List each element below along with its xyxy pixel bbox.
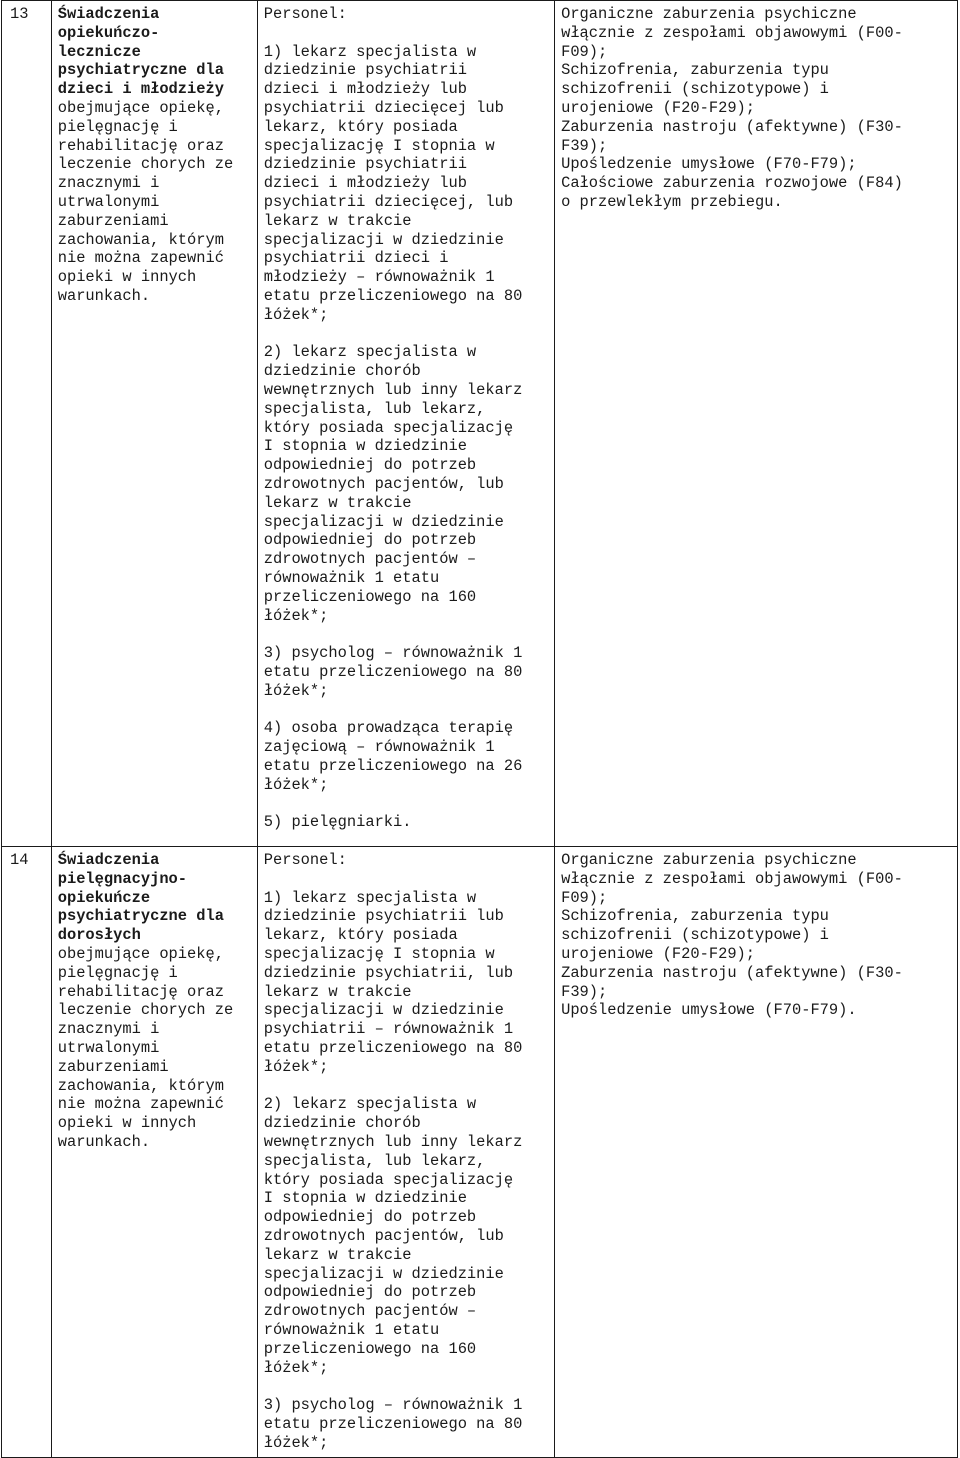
staff-item-3-line: etatu przeliczeniowego na 80 — [263, 662, 523, 681]
staff-item-2-line: lekarz w trakcie — [263, 493, 412, 512]
staff-item-3-line: łóżek*; — [263, 681, 329, 700]
diagnosis-cell — [555, 847, 958, 1458]
spacer — [264, 700, 548, 719]
service-cell — [51, 1, 257, 847]
staff-item-4-line: 4) osoba prowadząca terapię — [263, 719, 514, 738]
diagnosis-line: Schizofrenia, zaburzenia typu — [561, 61, 829, 80]
service-desc-line: warunkach. — [57, 1132, 151, 1151]
staff-item-1-line: specjalizacji w dziedzinie — [263, 230, 504, 249]
staff-header: Personel: — [263, 851, 347, 869]
diagnosis-line: urojeniowe (F20-F29); — [561, 98, 756, 117]
spacer — [264, 625, 548, 644]
spacer — [264, 1077, 548, 1096]
spacer — [264, 1377, 548, 1396]
service-desc-line: leczenie chorych ze — [57, 155, 234, 174]
staff-item-1-line: etatu przeliczeniowego na 80 — [263, 286, 523, 305]
staff-item-2-line: lekarz w trakcie — [263, 1245, 412, 1264]
diagnosis-line: schizofrenii (schizotypowe) i — [561, 80, 829, 99]
staff-item-2-line: dziedzinie chorób — [263, 362, 421, 381]
diagnosis-line: Upośledzenie umysłowe (F70-F79). — [561, 1001, 857, 1020]
row-number: 13 — [10, 5, 29, 23]
services-table — [1, 0, 958, 1458]
diagnosis-line: włącznie z zespołami objawowymi (F00- — [561, 869, 903, 888]
service-desc-line: utrwalonymi — [57, 1038, 160, 1057]
service-title-line: pielęgnacyjno- — [57, 869, 188, 888]
staff-cell — [257, 1, 554, 847]
service-desc-line: rehabilitację oraz — [57, 136, 224, 155]
service-desc-line: opieki w innych — [57, 1114, 197, 1133]
diagnosis-line: F39); — [561, 136, 608, 155]
staff-item-2-line: 2) lekarz specjalista w — [263, 1095, 477, 1114]
staff-item-2-line: wewnętrznych lub inny lekarz — [263, 380, 523, 399]
service-desc-line: znacznymi i — [57, 1020, 160, 1039]
staff-item-2-line: 2) lekarz specjalista w — [263, 343, 477, 362]
service-title-line: lecznicze — [57, 42, 141, 61]
service-title-line: opiekuńcze — [57, 888, 151, 907]
service-desc-line: obejmujące opiekę, — [57, 944, 224, 963]
service-desc-line: rehabilitację oraz — [57, 982, 224, 1001]
spacer — [264, 325, 548, 344]
service-desc-line: zaburzeniami — [57, 1057, 169, 1076]
service-desc-line: zachowania, którym — [57, 230, 224, 249]
staff-item-4-line: zajęciową – równoważnik 1 — [263, 738, 495, 757]
staff-item-1-line: młodzieży – równoważnik 1 — [263, 268, 495, 287]
diagnosis-line: Zaburzenia nastroju (afektywne) (F30- — [561, 117, 903, 136]
staff-item-1-line: psychiatrii – równoważnik 1 — [263, 1020, 514, 1039]
staff-item-2-line: specjalizacji w dziedzinie — [263, 512, 504, 531]
staff-item-3-line: łóżek*; — [263, 1433, 329, 1452]
staff-item-1-line: dzieci i młodzieży lub — [263, 174, 467, 193]
staff-item-1-line: dziedzinie psychiatrii lub — [263, 907, 504, 926]
service-desc-line: nie można zapewnić — [57, 249, 224, 268]
spacer — [264, 24, 548, 43]
service-desc-line: nie można zapewnić — [57, 1095, 224, 1114]
service-desc-line: warunkach. — [57, 286, 151, 305]
service-desc-line: znacznymi i — [57, 174, 160, 193]
staff-item-3-line: 3) psycholog – równoważnik 1 — [263, 644, 523, 663]
table-row-13 — [2, 1, 958, 847]
diagnosis-line: Całościowe zaburzenia rozwojowe (F84) — [561, 174, 903, 193]
table-row-14 — [2, 847, 958, 1458]
staff-item-5-line: 5) pielęgniarki. — [263, 813, 412, 832]
row-number-cell — [2, 847, 52, 1458]
diagnosis-line: Zaburzenia nastroju (afektywne) (F30- — [561, 963, 903, 982]
service-title-line: dzieci i młodzieży — [57, 80, 224, 99]
staff-item-2-line: specjalista, lub lekarz, — [263, 1151, 486, 1170]
staff-item-2-line: specjalizacji w dziedzinie — [263, 1264, 504, 1283]
staff-item-2-line: który posiada specjalizację — [263, 418, 514, 437]
diagnosis-cell — [555, 1, 958, 847]
staff-item-2-line: łóżek*; — [263, 1358, 329, 1377]
staff-item-1-line: specjalizację I stopnia w — [263, 136, 495, 155]
staff-item-2-line: odpowiedniej do potrzeb — [263, 456, 477, 475]
staff-item-1-line: specjalizacji w dziedzinie — [263, 1001, 504, 1020]
staff-item-2-line: przeliczeniowego na 160 — [263, 587, 477, 606]
diagnosis-line: F39); — [561, 982, 608, 1001]
staff-item-1-line: lekarz w trakcie — [263, 982, 412, 1001]
service-title-line: opiekuńczo- — [57, 23, 160, 42]
diagnosis-line: Upośledzenie umysłowe (F70-F79); — [561, 155, 857, 174]
staff-item-1-line: lekarz, który posiada — [263, 926, 458, 945]
diagnosis-line: Organiczne zaburzenia psychiczne — [561, 851, 857, 869]
row-number: 14 — [10, 851, 29, 869]
staff-item-1-line: dziedzinie psychiatrii — [263, 155, 467, 174]
service-desc-line: pielęgnację i — [57, 963, 178, 982]
staff-item-4-line: etatu przeliczeniowego na 26 — [263, 756, 523, 775]
service-title-line: psychiatryczne dla — [57, 61, 224, 80]
service-title-line: psychiatryczne dla — [57, 907, 224, 926]
spacer — [264, 794, 548, 813]
diagnosis-line: schizofrenii (schizotypowe) i — [561, 926, 829, 945]
staff-item-2-line: zdrowotnych pacjentów, lub — [263, 474, 504, 493]
staff-item-1-line: psychiatrii dziecięcej, lub — [263, 192, 514, 211]
service-desc-line: utrwalonymi — [57, 192, 160, 211]
staff-item-1-line: 1) lekarz specjalista w — [263, 888, 477, 907]
service-desc-line: obejmujące opiekę, — [57, 98, 224, 117]
staff-item-3-line: etatu przeliczeniowego na 80 — [263, 1414, 523, 1433]
staff-item-2-line: równoważnik 1 etatu — [263, 1320, 440, 1339]
staff-item-2-line: odpowiedniej do potrzeb — [263, 1208, 477, 1227]
staff-header: Personel: — [263, 5, 347, 23]
staff-item-1-line: psychiatrii dziecięcej lub — [263, 98, 504, 117]
diagnosis-line: urojeniowe (F20-F29); — [561, 944, 756, 963]
service-desc-line: zaburzeniami — [57, 211, 169, 230]
staff-item-2-line: I stopnia w dziedzinie — [263, 1189, 467, 1208]
service-title-line: Świadczenia — [57, 5, 160, 23]
staff-item-2-line: dziedzinie chorób — [263, 1114, 421, 1133]
service-desc-line: pielęgnację i — [57, 117, 178, 136]
staff-item-2-line: zdrowotnych pacjentów – — [263, 550, 477, 569]
staff-item-2-line: wewnętrznych lub inny lekarz — [263, 1132, 523, 1151]
staff-item-4-line: łóżek*; — [263, 775, 329, 794]
service-cell — [51, 847, 257, 1458]
staff-item-3-line: 3) psycholog – równoważnik 1 — [263, 1396, 523, 1415]
staff-item-1-line: specjalizację I stopnia w — [263, 944, 495, 963]
diagnosis-line: włącznie z zespołami objawowymi (F00- — [561, 23, 903, 42]
staff-item-1-line: łóżek*; — [263, 305, 329, 324]
staff-item-2-line: zdrowotnych pacjentów, lub — [263, 1226, 504, 1245]
staff-item-2-line: odpowiedniej do potrzeb — [263, 531, 477, 550]
service-desc-line: opieki w innych — [57, 268, 197, 287]
staff-item-1-line: etatu przeliczeniowego na 80 — [263, 1038, 523, 1057]
diagnosis-line: Schizofrenia, zaburzenia typu — [561, 907, 829, 926]
staff-item-1-line: 1) lekarz specjalista w — [263, 42, 477, 61]
diagnosis-line: o przewlekłym przebiegu. — [561, 192, 783, 211]
service-desc-line: leczenie chorych ze — [57, 1001, 234, 1020]
staff-item-2-line: równoważnik 1 etatu — [263, 568, 440, 587]
service-title-line: dorosłych — [57, 926, 141, 945]
staff-item-2-line: który posiada specjalizację — [263, 1170, 514, 1189]
service-title-line: Świadczenia — [57, 851, 160, 869]
staff-item-2-line: I stopnia w dziedzinie — [263, 437, 467, 456]
service-desc-line: zachowania, którym — [57, 1076, 224, 1095]
diagnosis-line: Organiczne zaburzenia psychiczne — [561, 5, 857, 23]
staff-item-1-line: dziedzinie psychiatrii, lub — [263, 963, 514, 982]
diagnosis-line: F09); — [561, 888, 608, 907]
staff-item-1-line: lekarz, który posiada — [263, 117, 458, 136]
spacer — [264, 870, 548, 889]
staff-item-2-line: odpowiedniej do potrzeb — [263, 1283, 477, 1302]
staff-item-2-line: zdrowotnych pacjentów – — [263, 1302, 477, 1321]
diagnosis-line: F09); — [561, 42, 608, 61]
staff-item-2-line: specjalista, lub lekarz, — [263, 399, 486, 418]
staff-item-1-line: dziedzinie psychiatrii — [263, 61, 467, 80]
staff-cell — [257, 847, 554, 1458]
staff-item-1-line: lekarz w trakcie — [263, 211, 412, 230]
row-number-cell — [2, 1, 52, 847]
staff-item-1-line: dzieci i młodzieży lub — [263, 80, 467, 99]
services-table-body — [2, 1, 958, 1458]
staff-item-2-line: łóżek*; — [263, 606, 329, 625]
staff-item-2-line: przeliczeniowego na 160 — [263, 1339, 477, 1358]
staff-item-1-line: psychiatrii dzieci i — [263, 249, 449, 268]
staff-item-1-line: łóżek*; — [263, 1057, 329, 1076]
